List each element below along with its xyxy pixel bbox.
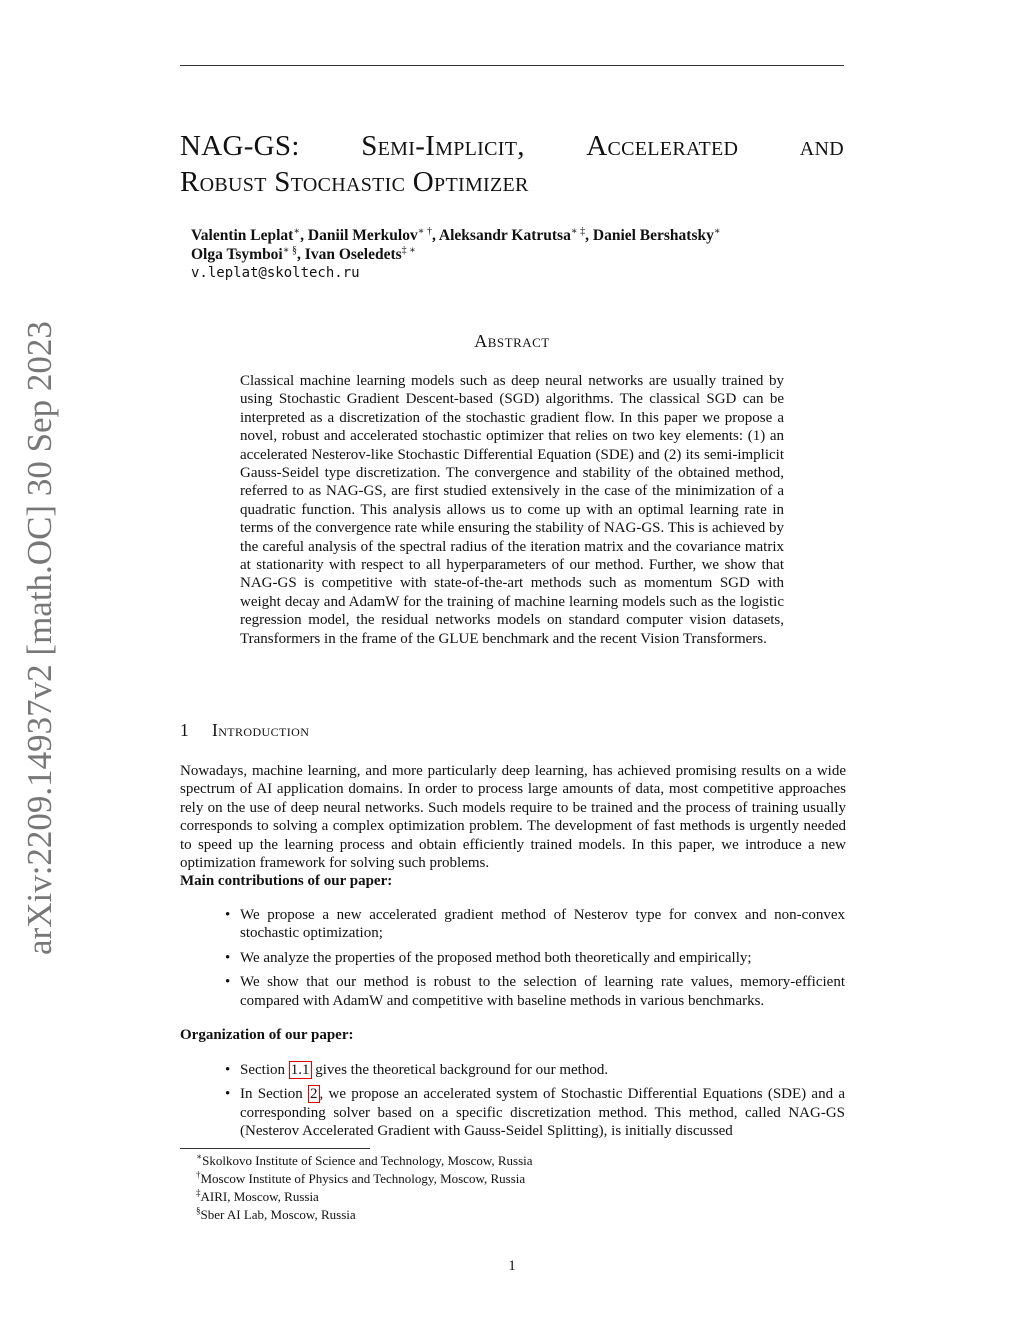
abstract-body: Classical machine learning models such as deep neural networks are usually trained by using Stochastic Gradient Descent-based (SGD) algorithms. The classical SGD can be interpreted as a discretization of the stochastic gradient flow. In this paper we propose a novel, robust and accelerated stochastic optimizer that relies on two key elements: (1) an accelerated Nesterov-like Stochastic Differential Equation (SDE) and (2) its semi-implicit Gauss-Seidel type discretization. The convergence and stability of the obtained method, referred to as NAG-GS, are first studied extensively in the case of the minimization of a quadratic function. This analysis allows us to come up with an optimal learning rate in terms of the convergence rate while ensuring the stability of NAG-GS. This is achieved by the careful analysis of the spectral radius of the iteration matrix and the covariance matrix at stationarity with respect to all hyperparameters of our method. Further, we show that NAG-GS is competitive with state-of-the-art methods such as momentum SGD with weight decay and AdamW for the training of machine learning models such as the logistic regression model, the residual networks models on standard computer vision datasets, Transformers in the frame of the GLUE benchmark and the recent Vision Transformers. — [240, 373, 784, 647]
author-email[interactable]: v.leplat@skoltech.ru — [191, 265, 360, 281]
affiliation-mark: ∗ † — [417, 225, 432, 237]
contributions-list — [225, 906, 845, 1016]
bullet-icon: • — [225, 907, 231, 923]
list-item — [225, 973, 845, 1010]
affiliation-mark: ∗ ‡ — [570, 225, 586, 237]
author-line-1: Valentin Leplat∗, Daniil Merkulov∗ †, Aleksandr Katrutsa∗ ‡, Daniel Bershatsky∗ — [191, 225, 721, 244]
paper-title — [180, 128, 844, 200]
footnote-mark: ∗ — [196, 1151, 203, 1162]
footnote — [196, 1152, 796, 1170]
author-line-2: Olga Tsymboi∗ §, Ivan Oseledets‡ ∗ — [191, 244, 416, 263]
author-name: Aleksandr Katrutsa — [438, 227, 571, 244]
list-item — [225, 1085, 845, 1140]
list-item-text: In Section — [240, 1086, 308, 1103]
section-number: 1 — [180, 720, 190, 740]
footnote-text: Sber AI Lab, Moscow, Russia — [200, 1207, 356, 1222]
bullet-icon: • — [225, 974, 231, 991]
title-word: NAG-GS: — [180, 130, 300, 162]
footnote-text: Skolkovo Institute of Science and Technology, Moscow, Russia — [202, 1153, 533, 1168]
bullet-icon: • — [225, 949, 231, 966]
bullet-icon: • — [225, 1086, 231, 1103]
intro-paragraph: Nowadays, machine learning, and more particularly deep learning, has achieved promising results on a wide spectrum of AI application domains. In order to process large amounts of data, most competitive approaches rely on the use of deep neural networks. Such models require to be trained and the process of training usually corresponds to solving a complex optimization problem. The development of fast methods is urgently needed to speed up the learning process and obtain efficiently trained models. In this paper, we introduce a new optimization framework for solving such problems. — [180, 763, 846, 872]
author-name: Daniil Merkulov — [307, 227, 418, 244]
page-number: 1 — [508, 1258, 516, 1274]
author-name: Ivan Oseledets — [304, 246, 402, 263]
list-item-text: We show that our method is robust to the selection of learning rate values, memory-efficient compared with AdamW and competitive with baseline methods in various benchmarks. — [240, 974, 845, 1009]
footnote — [196, 1188, 796, 1206]
list-item — [225, 906, 845, 943]
title-line-2: Robust Stochastic Optimizer — [180, 166, 529, 198]
footnote-mark: † — [196, 1169, 201, 1180]
footnote — [196, 1206, 796, 1224]
list-item-text: We propose a new accelerated gradient method of Nesterov type for convex and non-convex stochastic optimization; — [240, 907, 845, 942]
section-title: Introduction — [212, 720, 310, 740]
author-name: Valentin Leplat — [191, 227, 294, 244]
footnote-rule — [180, 1148, 370, 1149]
list-item — [225, 949, 845, 967]
footnotes — [196, 1152, 796, 1224]
footnote-text: AIRI, Moscow, Russia — [200, 1189, 319, 1204]
header-rule — [180, 65, 844, 66]
footnote-text: Moscow Institute of Physics and Technology, Moscow, Russia — [200, 1171, 526, 1186]
section-link[interactable]: 1.1 — [290, 1062, 310, 1078]
affiliation-mark: ∗ — [713, 225, 721, 237]
title-word: Accelerated — [586, 130, 739, 162]
footnote-mark: § — [196, 1205, 201, 1216]
bullet-icon: • — [225, 1062, 231, 1078]
list-item-text: , we propose an accelerated system of Stochastic Differential Equations (SDE) and a corresponding solver based on a specific discretization method. This method, called NAG-GS (Nesterov Accelerated Gradient with Gauss-Seidel Splitting), is initially discussed — [240, 1086, 845, 1140]
affiliation-mark: ‡ ∗ — [401, 244, 416, 256]
arxiv-identifier: arXiv:2209.14937v2 [math.OC] 30 Sep 2023 — [20, 321, 59, 955]
abstract-heading: Abstract — [474, 331, 550, 351]
footnote-mark: ‡ — [196, 1187, 201, 1198]
section-link[interactable]: 2 — [310, 1086, 318, 1103]
list-item-text: We analyze the properties of the proposed method both theoretically and empirically; — [240, 949, 752, 966]
author-block — [191, 226, 841, 283]
footnote — [196, 1170, 796, 1188]
affiliation-mark: ∗ — [293, 225, 301, 237]
introduction-text — [180, 762, 846, 891]
list-item — [225, 1061, 845, 1079]
author-name: Daniel Bershatsky — [592, 227, 714, 244]
author-name: Olga Tsymboi — [191, 246, 283, 263]
list-item-text: Section — [240, 1062, 289, 1078]
title-word: and — [799, 130, 844, 162]
affiliation-mark: ∗ § — [282, 244, 298, 256]
section-heading-introduction — [180, 720, 844, 741]
list-item-text: gives the theoretical background for our method. — [311, 1062, 609, 1078]
title-line-1 — [180, 128, 844, 164]
organization-heading: Organization of our paper: — [180, 1027, 354, 1043]
contributions-heading: Main contributions of our paper: — [180, 873, 393, 890]
title-word: Semi-Implicit, — [361, 130, 525, 162]
organization-list — [225, 1061, 845, 1147]
